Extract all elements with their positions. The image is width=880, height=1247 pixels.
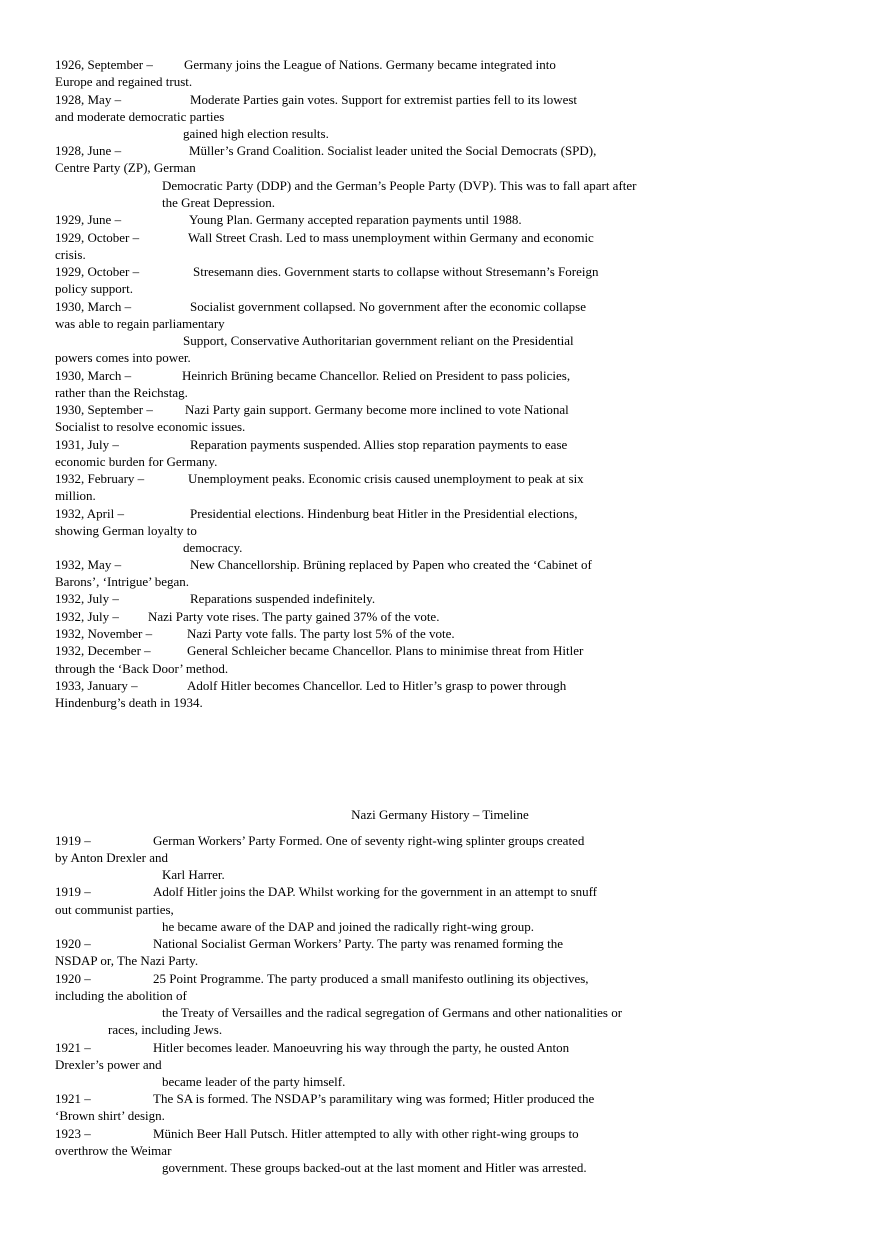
timeline-entry-text: General Schleicher became Chancellor. Plans to minimise threat from Hitler	[187, 643, 584, 658]
timeline-entry-text: Reparations suspended indefinitely.	[190, 591, 376, 606]
timeline-entry-continuation: ‘Brown shirt’ design.	[55, 1108, 165, 1123]
timeline-entry-continuation: policy support.	[55, 281, 133, 296]
timeline-entry-date: 1921 –	[55, 1091, 91, 1106]
timeline-entry-text: Reparation payments suspended. Allies stop reparation payments to ease	[190, 437, 568, 452]
timeline-entry-date: 1929, October –	[55, 230, 140, 245]
timeline-entry-continuation: crisis.	[55, 247, 86, 262]
timeline-entry-continuation: Drexler’s power and	[55, 1057, 162, 1072]
timeline-entry-date: 1921 –	[55, 1040, 91, 1055]
timeline-entry-continuation: million.	[55, 488, 96, 503]
timeline-entry-continuation: races, including Jews.	[108, 1022, 223, 1037]
timeline-entry-continuation: the Great Depression.	[162, 195, 275, 210]
timeline-entry-date: 1928, May –	[55, 92, 122, 107]
timeline-entry-date: 1930, September –	[55, 402, 153, 417]
timeline-entry-continuation: including the abolition of	[55, 988, 187, 1003]
timeline-entry-continuation: he became aware of the DAP and joined the radically right-wing group.	[162, 919, 535, 934]
timeline-entry-continuation: and moderate democratic parties	[55, 109, 225, 124]
timeline-entry-continuation: Karl Harrer.	[162, 867, 225, 882]
timeline-entry-continuation: economic burden for Germany.	[55, 454, 218, 469]
timeline-entry-date: 1920 –	[55, 936, 91, 951]
timeline-entry-date: 1926, September –	[55, 57, 153, 72]
timeline-entry-continuation: by Anton Drexler and	[55, 850, 169, 865]
timeline-entry-continuation: overthrow the Weimar	[55, 1143, 172, 1158]
timeline-entry-date: 1932, December –	[55, 643, 151, 658]
timeline-entry-continuation: government. These groups backed-out at the last moment and Hitler was arrested.	[162, 1160, 587, 1175]
timeline-entry-date: 1929, June –	[55, 212, 122, 227]
timeline-entry-continuation: became leader of the party himself.	[162, 1074, 346, 1089]
timeline-entry-text: German Workers’ Party Formed. One of seventy right-wing splinter groups created	[153, 833, 585, 848]
page-title: Nazi Germany History – Timeline	[351, 807, 529, 822]
timeline-entry-text: Moderate Parties gain votes. Support for extremist parties fell to its lowest	[190, 92, 578, 107]
timeline-entry-text: Young Plan. Germany accepted reparation payments until 1988.	[189, 212, 522, 227]
timeline-entry-date: 1928, June –	[55, 143, 122, 158]
timeline-entry-text: 25 Point Programme. The party produced a small manifesto outlining its objectives,	[153, 971, 589, 986]
timeline-entry-text: Adolf Hitler becomes Chancellor. Led to Hitler’s grasp to power through	[187, 678, 567, 693]
timeline-entry-text: Nazi Party vote falls. The party lost 5% of the vote.	[187, 626, 455, 641]
timeline-entry-text: New Chancellorship. Brüning replaced by Papen who created the ‘Cabinet of	[190, 557, 592, 572]
timeline-entry-text: Nazi Party gain support. Germany become more inclined to vote National	[185, 402, 569, 417]
timeline-entry-text: Socialist government collapsed. No government after the economic collapse	[190, 299, 587, 314]
timeline-entry-date: 1932, February –	[55, 471, 145, 486]
timeline-entry-continuation: through the ‘Back Door’ method.	[55, 661, 229, 676]
timeline-entry-continuation: NSDAP or, The Nazi Party.	[55, 953, 199, 968]
timeline-entry-date: 1932, May –	[55, 557, 122, 572]
timeline-entry-text: Münich Beer Hall Putsch. Hitler attempted to ally with other right-wing groups to	[153, 1126, 579, 1141]
timeline-entry-continuation: the Treaty of Versailles and the radical segregation of Germans and other nationalities or	[162, 1005, 623, 1020]
timeline-entry-continuation: showing German loyalty to	[55, 523, 197, 538]
timeline-entry-continuation: rather than the Reichstag.	[55, 385, 188, 400]
timeline-entry-continuation: Democratic Party (DDP) and the German’s People Party (DVP). This was to fall apart after	[162, 178, 637, 193]
timeline-entry-text: National Socialist German Workers’ Party. The party was renamed forming the	[153, 936, 564, 951]
timeline-entry-date: 1923 –	[55, 1126, 91, 1141]
timeline-entry-text: Heinrich Brüning became Chancellor. Relied on President to pass policies,	[182, 368, 571, 383]
timeline-entry-text: Hitler becomes leader. Manoeuvring his way through the party, he ousted Anton	[153, 1040, 570, 1055]
timeline-entry-date: 1932, July –	[55, 591, 119, 606]
timeline-entry-date: 1932, April –	[55, 506, 124, 521]
timeline-entry-text: Unemployment peaks. Economic crisis caused unemployment to peak at six	[188, 471, 584, 486]
timeline-entry-continuation: Centre Party (ZP), German	[55, 160, 196, 175]
timeline-entry-continuation: out communist parties,	[55, 902, 174, 917]
timeline-entry-continuation: was able to regain parliamentary	[55, 316, 225, 331]
timeline-entry-continuation: Support, Conservative Authoritarian government reliant on the Presidential	[183, 333, 574, 348]
timeline-entry-continuation: gained high election results.	[183, 126, 329, 141]
timeline-entry-continuation: Hindenburg’s death in 1934.	[55, 695, 203, 710]
timeline-entry-continuation: democracy.	[183, 540, 243, 555]
timeline-entry-continuation: Socialist to resolve economic issues.	[55, 419, 246, 434]
timeline-entry-date: 1930, March –	[55, 368, 132, 383]
timeline-entry-text: The SA is formed. The NSDAP’s paramilitary wing was formed; Hitler produced the	[153, 1091, 595, 1106]
timeline-entry-text: Wall Street Crash. Led to mass unemployment within Germany and economic	[188, 230, 594, 245]
timeline-entry-text: Presidential elections. Hindenburg beat Hitler in the Presidential elections,	[190, 506, 578, 521]
timeline-entry-date: 1919 –	[55, 884, 91, 899]
timeline-entry-date: 1930, March –	[55, 299, 132, 314]
timeline-entry-text: Adolf Hitler joins the DAP. Whilst working for the government in an attempt to snuff	[153, 884, 597, 899]
timeline-entry-date: 1929, October –	[55, 264, 140, 279]
timeline-entry-date: 1919 –	[55, 833, 91, 848]
timeline-entry-text: Germany joins the League of Nations. Germany became integrated into	[184, 57, 556, 72]
timeline-entry-date: 1933, January –	[55, 678, 138, 693]
timeline-entry-text: Müller’s Grand Coalition. Socialist leader united the Social Democrats (SPD),	[189, 143, 597, 158]
timeline-entry-date: 1932, July –	[55, 609, 119, 624]
timeline-entry-continuation: Barons’, ‘Intrigue’ began.	[55, 574, 190, 589]
timeline-entry-date: 1920 –	[55, 971, 91, 986]
timeline-entry-continuation: Europe and regained trust.	[55, 74, 193, 89]
timeline-entry-date: 1932, November –	[55, 626, 153, 641]
timeline-entry-continuation: powers comes into power.	[55, 350, 191, 365]
timeline-entry-text: Nazi Party vote rises. The party gained 37% of the vote.	[148, 609, 440, 624]
timeline-entry-date: 1931, July –	[55, 437, 119, 452]
timeline-entry-text: Stresemann dies. Government starts to collapse without Stresemann’s Foreign	[193, 264, 599, 279]
